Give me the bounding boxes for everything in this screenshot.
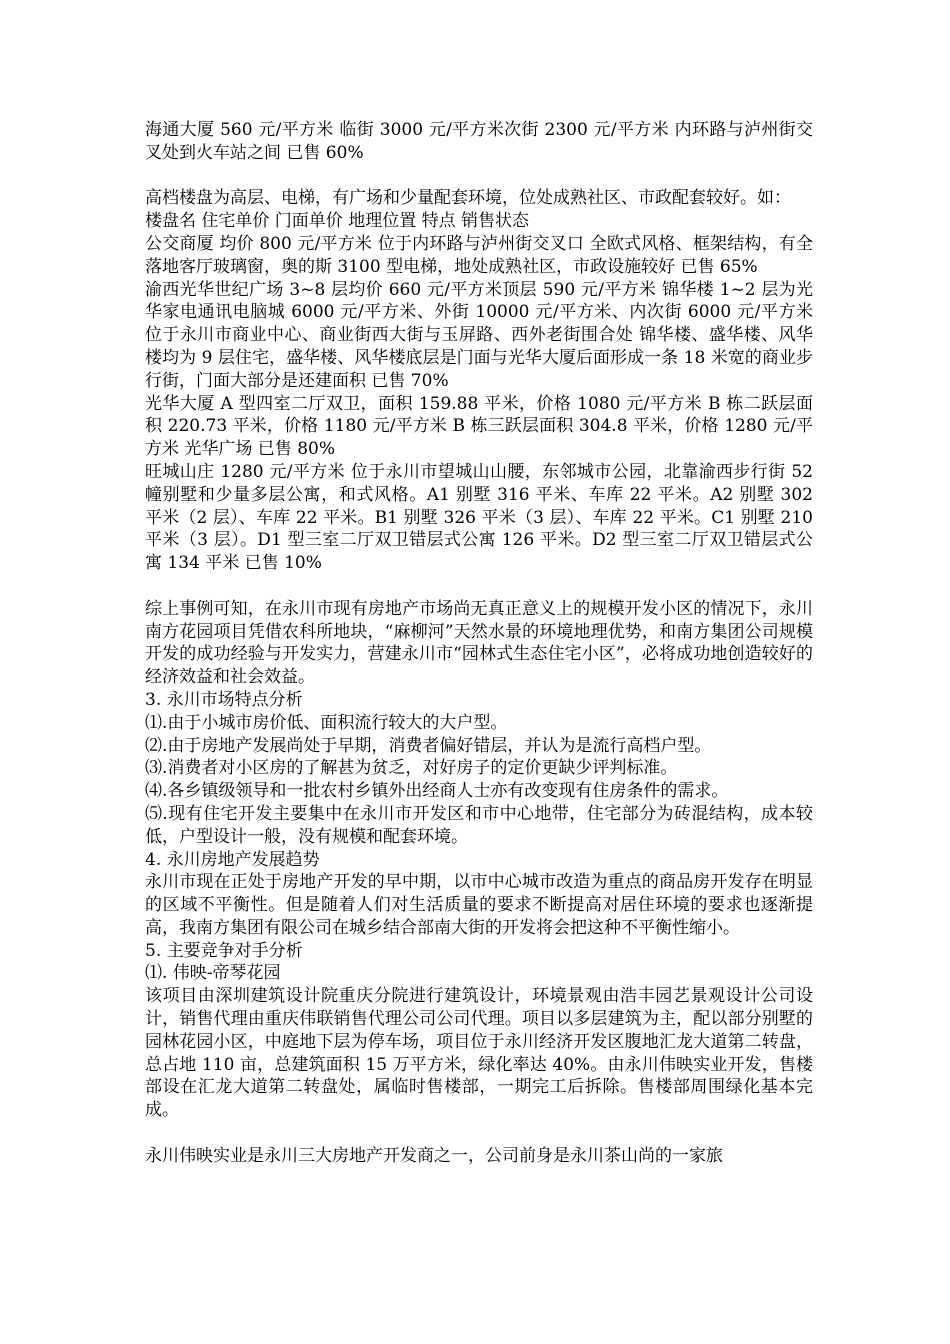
list-item: ⑶.消费者对小区房的了解甚为贫乏，对好房子的定价更缺少评判标准。 — [145, 758, 678, 779]
paragraph-wangcheng-villa: 旺城山庄 1280 元/平方米 位于永川市望城山山腰，东邻城市公园，北靠渝西步行街 52 幢别墅和少量多层公寓，和式风格。A1 别墅 316 平米、车库 22 平米。A2 别墅 302 平米（2 层）、车库 22 平米。B1 别墅 326 平米（3 层）、车库 22 平米。C1 别墅 210 平米（3 层）。D1 型三室二厅双卫错层式公寓 126 平米。D2 型三室二厅双卫错层式公寓 134 平米 已售 10% — [145, 461, 813, 574]
paragraph-weiying-project: 该项目由深圳建筑设计院重庆分院进行建筑设计，环境景观由浩丰园艺景观设计公司设计，销售代理由重庆伟联销售代理公司公司代理。项目以多层建筑为主，配以部分别墅的园林花园小区，中庭地下层为停车场，项目位于永川经济开发区腹地汇龙大道第二转盘，总占地 110 亩，总建筑面积 15 万平方米，绿化率达 40%。由永川伟映实业开发，售楼部设在汇龙大道第二转盘处，属临时售楼部，一期完工后拆除。售楼部周围绿化基本完成。 — [145, 986, 813, 1121]
list-item: ⑴.由于小城市房价低、面积流行较大的大户型。 — [145, 712, 508, 733]
blank-line — [145, 165, 813, 188]
list-item: ⑸.现有住宅开发主要集中在永川市开发区和市中心地带，住宅部分为砖混结构，成本较低，户型设计一般，没有规模和配套环境。 — [145, 803, 813, 847]
list-item: ⑵.由于房地产发展尚处于早期，消费者偏好错层，并认为是流行高档户型。 — [145, 735, 712, 756]
document-body — [145, 119, 813, 1168]
section-heading-competitor-analysis: 5. 主要竞争对手分析 — [145, 940, 303, 961]
table-header-line: 楼盘名 住宅单价 门面单价 地理位置 特点 销售状态 — [145, 211, 530, 232]
paragraph-high-end-intro: 高档楼盘为高层、电梯，有广场和少量配套环境，位处成熟社区、市政配套较好。如： — [145, 188, 791, 209]
paragraph-development-trend: 永川市现在正处于房地产开发的早中期，以市中心城市改造为重点的商品房开发存在明显的区域不平衡性。但是随着人们对生活质量的要求不断提高对居住环境的要求也逐渐提高，我南方集团有限公司在城乡结合部南大街的开发将会把这种不平衡性缩小。 — [145, 872, 813, 938]
paragraph-summary: 综上事例可知，在永川市现有房地产市场尚无真正意义上的规模开发小区的情况下，永川南方花园项目凭借农科所地块，“麻柳河”天然水景的环境地理优势，和南方集团公司规模开发的成功经验与开发实力，营建永川市“园林式生态住宅小区”，必将成功地创造较好的经济效益和社会效益。 — [145, 598, 813, 688]
blank-line — [145, 575, 813, 598]
paragraph-yuxi-guanghua-plaza: 渝西光华世纪广场 3~8 层均价 660 元/平方米顶层 590 元/平方米 锦华楼 1~2 层为光华家电通讯电脑城 6000 元/平方米、外街 10000 元/平方米、内次街 6000 元/平方米 位于永川市商业中心、商业街西大街与玉屏路、西外老街围合处 锦华楼、盛华楼、风华楼均为 9 层住宅，盛华楼、风华楼底层是门面与光华大厦后面形成一条 18 米宽的商业步行街，门面大部分是还建面积 已售 70% — [145, 279, 813, 391]
subheading-weiying-diqin-garden: ⑴. 伟映-帝琴花园 — [145, 963, 281, 984]
paragraph-guanghua-building: 光华大厦 A 型四室二厅双卫，面积 159.88 平米，价格 1080 元/平方米 B 栋二跃层面积 220.73 平米，价格 1180 元/平方米 B 栋三跃层面积 304.8 平米，价格 1280 元/平方米 光华广场 已售 80% — [145, 393, 813, 460]
blank-line — [145, 1122, 813, 1145]
section-heading-market-features: 3. 永川市场特点分析 — [145, 689, 303, 710]
paragraph-haitong-building: 海通大厦 560 元/平方米 临街 3000 元/平方米次街 2300 元/平方米 内环路与泸州街交叉处到火车站之间 已售 60% — [145, 120, 813, 163]
paragraph-weiying-company: 永川伟映实业是永川三大房地产开发商之一，公司前身是永川茶山尚的一家旅 — [145, 1145, 723, 1166]
paragraph-gongjiao-building: 公交商厦 均价 800 元/平方米 位于内环路与泸州街交叉口 全欧式风格、框架结构，有全落地客厅玻璃窗，奥的斯 3100 型电梯，地处成熟社区，市政设施较好 已售 65% — [145, 233, 813, 277]
section-heading-development-trend: 4. 永川房地产发展趋势 — [145, 849, 320, 870]
list-item: ⑷.各乡镇级领导和一批农村乡镇外出经商人士亦有改变现有住房条件的需求。 — [145, 781, 729, 802]
